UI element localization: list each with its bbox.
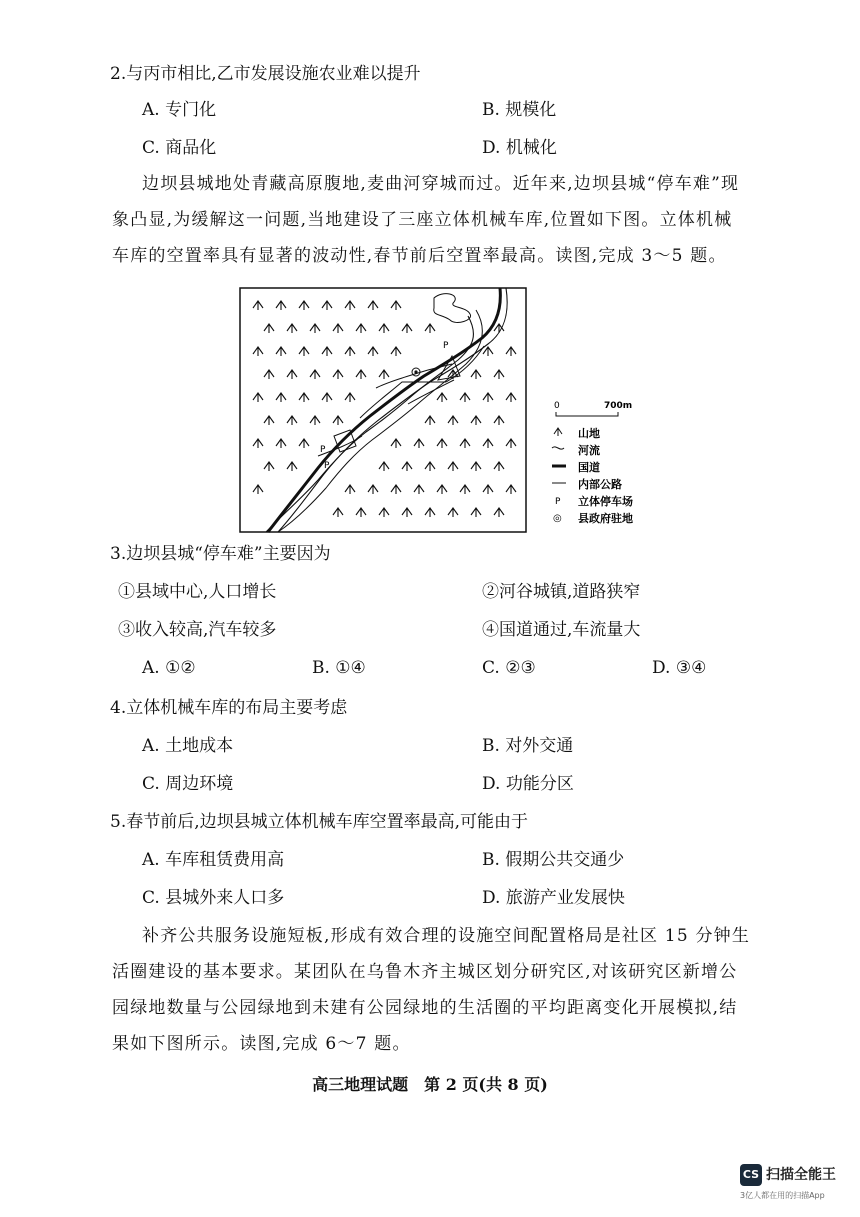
legend-gov-icon: ◎	[553, 513, 562, 524]
legend-label-internal-road: 内部公路	[578, 478, 622, 491]
intro-6-7-line-2: 活圈建设的基本要求。某团队在乌鲁木齐主城区划分研究区,对该研究区新增公	[112, 962, 738, 982]
legend-mountain-icon	[554, 428, 562, 436]
q5-option-a: A. 车库租赁费用高	[142, 850, 285, 870]
scale-zero: 0	[554, 401, 560, 411]
scale-label: 700m	[604, 401, 633, 411]
q3-option-d: D. ③④	[652, 658, 707, 678]
q4-option-a: A. 土地成本	[142, 736, 234, 756]
q5-option-b: B. 假期公共交通少	[482, 850, 625, 870]
q4-option-c: C. 周边环境	[142, 774, 234, 794]
legend-label-national-road: 国道	[578, 461, 600, 474]
scale-bar	[556, 412, 618, 416]
q5-option-c: C. 县城外来人口多	[142, 888, 285, 908]
intro-6-7-line-1: 补齐公共服务设施短板,形成有效合理的设施空间配置格局是社区 15 分钟生	[142, 926, 751, 946]
q3-statement-1: ①县域中心,人口增长	[118, 582, 277, 602]
page-footer: 高三地理试题 第 2 页(共 8 页)	[312, 1075, 548, 1094]
intro-3-5-line-2: 象凸显,为缓解这一问题,当地建设了三座立体机械车库,位置如下图。立体机械	[112, 210, 733, 230]
county-map	[238, 286, 650, 534]
parking-marker-1: P	[443, 341, 449, 351]
legend-label-mountain: 山地	[578, 427, 600, 440]
legend-label-parking: 立体停车场	[578, 495, 633, 508]
parking-marker-3: P	[324, 461, 330, 471]
intro-3-5-line-1: 边坝县城地处青藏高原腹地,麦曲河穿城而过。近年来,边坝县城“停车难”现	[142, 174, 740, 194]
legend-parking-icon: P	[555, 497, 561, 507]
q3-option-a: A. ①②	[142, 658, 196, 678]
q2-option-a: A. 专门化	[142, 100, 217, 120]
legend-label-gov: 县政府驻地	[578, 512, 633, 525]
q3-option-b: B. ①④	[312, 658, 366, 678]
intro-3-5-line-3: 车库的空置率具有显著的波动性,春节前后空置率最高。读图,完成 3～5 题。	[112, 246, 727, 266]
question-2-stem: 2.与丙市相比,乙市发展设施农业难以提升	[110, 64, 421, 84]
parking-marker-2: P	[320, 445, 326, 455]
q4-option-d: D. 功能分区	[482, 774, 574, 794]
scanner-tagline: 3亿人都在用的扫描App	[740, 1191, 825, 1200]
question-4-stem: 4.立体机械车库的布局主要考虑	[110, 698, 348, 718]
q5-option-d: D. 旅游产业发展快	[482, 888, 625, 908]
scanner-app-name: 扫描全能王	[766, 1167, 836, 1183]
q2-option-b: B. 规模化	[482, 100, 557, 120]
intro-6-7-line-3: 园绿地数量与公园绿地到未建有公园绿地的生活圈的平均距离变化开展模拟,结	[112, 998, 738, 1018]
county-map-figure	[238, 286, 650, 534]
q3-statement-4: ④国道通过,车流量大	[482, 620, 641, 640]
camscanner-logo-icon: CS	[740, 1164, 762, 1186]
scanner-watermark	[740, 1164, 850, 1204]
question-3-stem: 3.边坝县城“停车难”主要因为	[110, 544, 331, 564]
legend-river-icon	[552, 447, 564, 449]
q3-option-c: C. ②③	[482, 658, 536, 678]
q3-statement-3: ③收入较高,汽车较多	[118, 620, 277, 640]
q2-option-c: C. 商品化	[142, 138, 217, 158]
question-5-stem: 5.春节前后,边坝县城立体机械车库空置率最高,可能由于	[110, 812, 529, 832]
q3-statement-2: ②河谷城镇,道路狭窄	[482, 582, 641, 602]
intro-6-7-line-4: 果如下图所示。读图,完成 6～7 题。	[112, 1034, 411, 1054]
q4-option-b: B. 对外交通	[482, 736, 574, 756]
legend-label-river: 河流	[578, 444, 600, 457]
q2-option-d: D. 机械化	[482, 138, 557, 158]
